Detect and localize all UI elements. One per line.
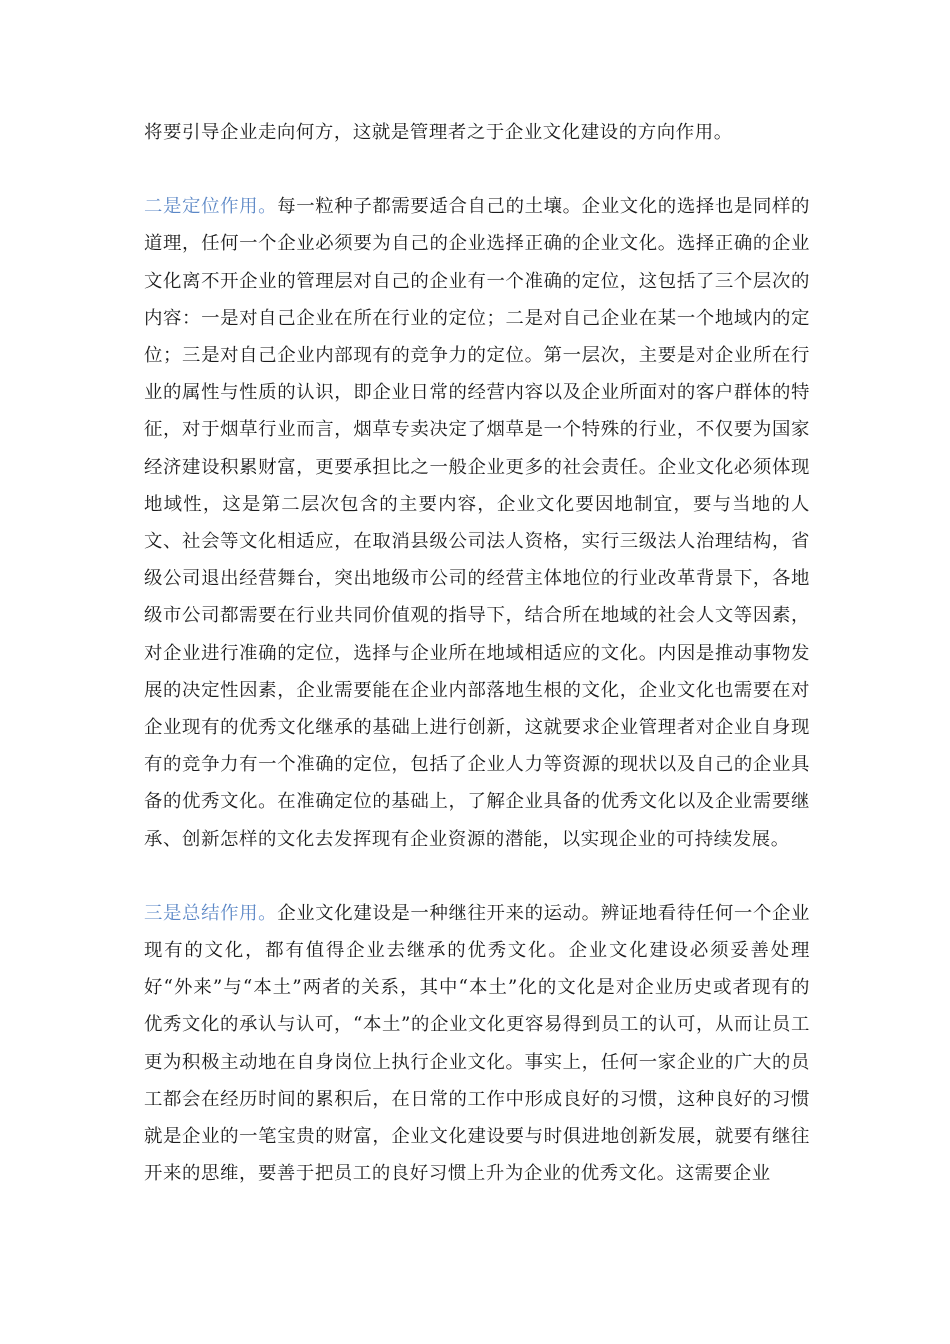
paragraph-positioning-role — [144, 188, 810, 858]
section-lead-summary: 三是总结作用。 — [144, 902, 278, 924]
paragraph-direction-conclusion — [144, 114, 810, 151]
paragraph-text: 企业文化建设是一种继往开来的运动。辨证地看待任何一个企业现有的文化，都有值得企业去继承的优秀文化。企业文化建设必须妥善处理好“外来”与“本土”两者的关系，其中“本土”化的文化是对企业历史或者现有的优秀文化的承认与认可，“本土”的企业文化更容易得到员工的认可，从而让员工更为积极主动地在自身岗位上执行企业文化。事实上，任何一家企业的广大的员工都会在经历时间的累积后，在日常的工作中形成良好的习惯，这种良好的习惯就是企业的一笔宝贵的财富，企业文化建设要与时俱进地创新发展，就要有继往开来的思维，要善于把员工的良好习惯上升为企业的优秀文化。这需要企业 — [144, 902, 810, 1185]
paragraph-summary-role — [144, 895, 810, 1193]
paragraph-spacer — [144, 858, 810, 895]
section-lead-positioning: 二是定位作用。 — [144, 196, 278, 218]
paragraph-spacer — [144, 151, 810, 188]
document-body — [144, 114, 810, 1192]
paragraph-text: 将要引导企业走向何方，这就是管理者之于企业文化建设的方向作用。 — [144, 122, 733, 143]
paragraph-text: 每一粒种子都需要适合自己的土壤。企业文化的选择也是同样的道理，任何一个企业必须要为自己的企业选择正确的企业文化。选择正确的企业文化离不开企业的管理层对自己的企业有一个准确的定位，这包括了三个层次的内容：一是对自己企业在所在行业的定位；二是对自己企业在某一个地域内的定位；三是对自己企业内部现有的竞争力的定位。第一层次，主要是对企业所在行业的属性与性质的认识，即企业日常的经营内容以及企业所面对的客户群体的特征，对于烟草行业而言，烟草专卖决定了烟草是一个特殊的行业，不仅要为国家经济建设积累财富，更要承担比之一般企业更多的社会责任。企业文化必须体现地域性，这是第二层次包含的主要内容，企业文化要因地制宜，要与当地的人文、社会等文化相适应，在取消县级公司法人资格，实行三级法人治理结构，省级公司退出经营舞台，突出地级市公司的经营主体地位的行业改革背景下，各地级市公司都需要在行业共同价值观的指导下，结合所在地域的社会人文等因素，对企业进行准确的定位，选择与企业所在地域相适应的文化。内因是推动事物发展的决定性因素，企业需要能在企业内部落地生根的文化，企业文化也需要在对企业现有的优秀文化继承的基础上进行创新，这就要求企业管理者对企业自身现有的竞争力有一个准确的定位，包括了企业人力等资源的现状以及自己的企业具备的优秀文化。在准确定位的基础上，了解企业具备的优秀文化以及企业需要继承、创新怎样的文化去发挥现有企业资源的潜能，以实现企业的可持续发展。 — [144, 196, 810, 850]
